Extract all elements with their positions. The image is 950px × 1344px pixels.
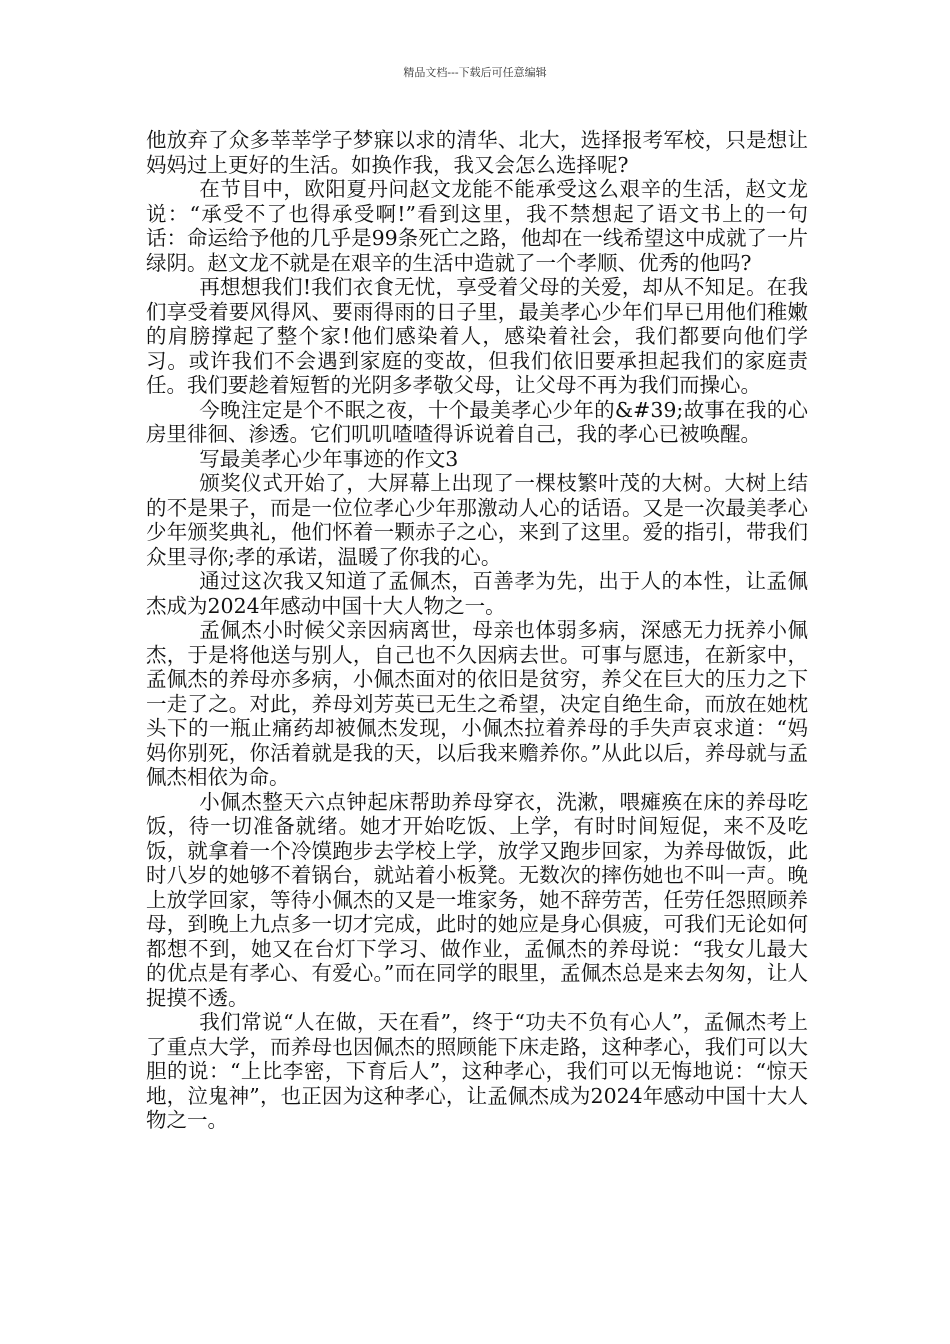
paragraph-3: 再想想我们!我们衣食无忧，享受着父母的关爱，却从不知足。在我们享受着要风得风、要雨得雨的日子里，最美孝心少年们早已用他们稚嫩的肩膀撑起了整个家!他们感染着人，感染着社会，我们都要向他们学习。或许我们不会遇到家庭的变故，但我们依旧要承担起我们的家庭责任。我们要趁着短暂的光阴多孝敬父母，让父母不再为我们而操心。: [146, 275, 808, 397]
paragraph-6: 颁奖仪式开始了，大屏幕上出现了一棵枝繁叶茂的大树。大树上结的不是果子，而是一位位孝心少年那激动人心的话语。又是一次最美孝心少年颁奖典礼，他们怀着一颗赤子之心，来到了这里。爱的指引，带我们众里寻你;孝的承诺，温暖了你我的心。: [146, 471, 808, 569]
paragraph-9: 小佩杰整天六点钟起床帮助养母穿衣，洗漱，喂瘫痪在床的养母吃饭，待一切准备就绪。她才开始吃饭、上学，有时时间短促，来不及吃饭，就拿着一个冷馍跑步去学校上学，放学又跑步回家，为养母做饭，此时八岁的她够不着锅台，就站着小板凳。无数次的摔伤她也不叫一声。晚上放学回家，等待小佩杰的又是一堆家务，她不辞劳苦，任劳任怨照顾养母，到晚上九点多一切才完成，此时的她应是身心俱疲，可我们无论如何都想不到，她又在台灯下学习、做作业，孟佩杰的养母说：“我女儿最大的优点是有孝心、有爱心。”而在同学的眼里，孟佩杰总是来去匆匆，让人捉摸不透。: [146, 789, 808, 1010]
document-body: [146, 128, 808, 1133]
paragraph-2: 在节目中，欧阳夏丹问赵文龙能不能承受这么艰辛的生活，赵文龙说：“承受不了也得承受啊!”看到这里，我不禁想起了语文书上的一句话：命运给予他的几乎是99条死亡之路，他却在一线希望这中成就了一片绿阴。赵文龙不就是在艰辛的生活中造就了一个孝顺、优秀的他吗?: [146, 177, 808, 275]
paragraph-8: 孟佩杰小时候父亲因病离世，母亲也体弱多病，深感无力抚养小佩杰，于是将他送与别人，自己也不久因病去世。可事与愿违，在新家中，孟佩杰的养母亦多病，小佩杰面对的依旧是贫穷，养父在巨大的压力之下一走了之。对此，养母刘芳英已无生之希望，决定自绝生命，而放在她枕头下的一瓶止痛药却被佩杰发现，小佩杰拉着养母的手失声哀求道：“妈妈你别死，你活着就是我的天，以后我来赡养你。”从此以后，养母就与孟佩杰相依为命。: [146, 618, 808, 789]
page-header: 精品文档---下载后可任意编辑: [403, 66, 547, 79]
paragraph-10: 我们常说“人在做，天在看”，终于“功夫不负有心人”，孟佩杰考上了重点大学，而养母也因佩杰的照顾能下床走路，这种孝心，我们可以大胆的说：“上比李密，下育后人”，这种孝心，我们可以无悔地说：“惊天地，泣鬼神”，也正因为这种孝心，让孟佩杰成为2024年感动中国十大人物之一。: [146, 1010, 808, 1132]
paragraph-1: 他放弃了众多莘莘学子梦寐以求的清华、北大，选择报考军校，只是想让妈妈过上更好的生活。如换作我，我又会怎么选择呢?: [146, 128, 808, 177]
paragraph-7: 通过这次我又知道了孟佩杰，百善孝为先，出于人的本性，让孟佩杰成为2024年感动中国十大人物之一。: [146, 569, 808, 618]
paragraph-4: 今晚注定是个不眠之夜，十个最美孝心少年的&#39;故事在我的心房里徘徊、渗透。它们叽叽喳喳得诉说着自己，我的孝心已被唤醒。: [146, 397, 808, 446]
section-heading: 写最美孝心少年事迹的作文3: [199, 446, 459, 471]
